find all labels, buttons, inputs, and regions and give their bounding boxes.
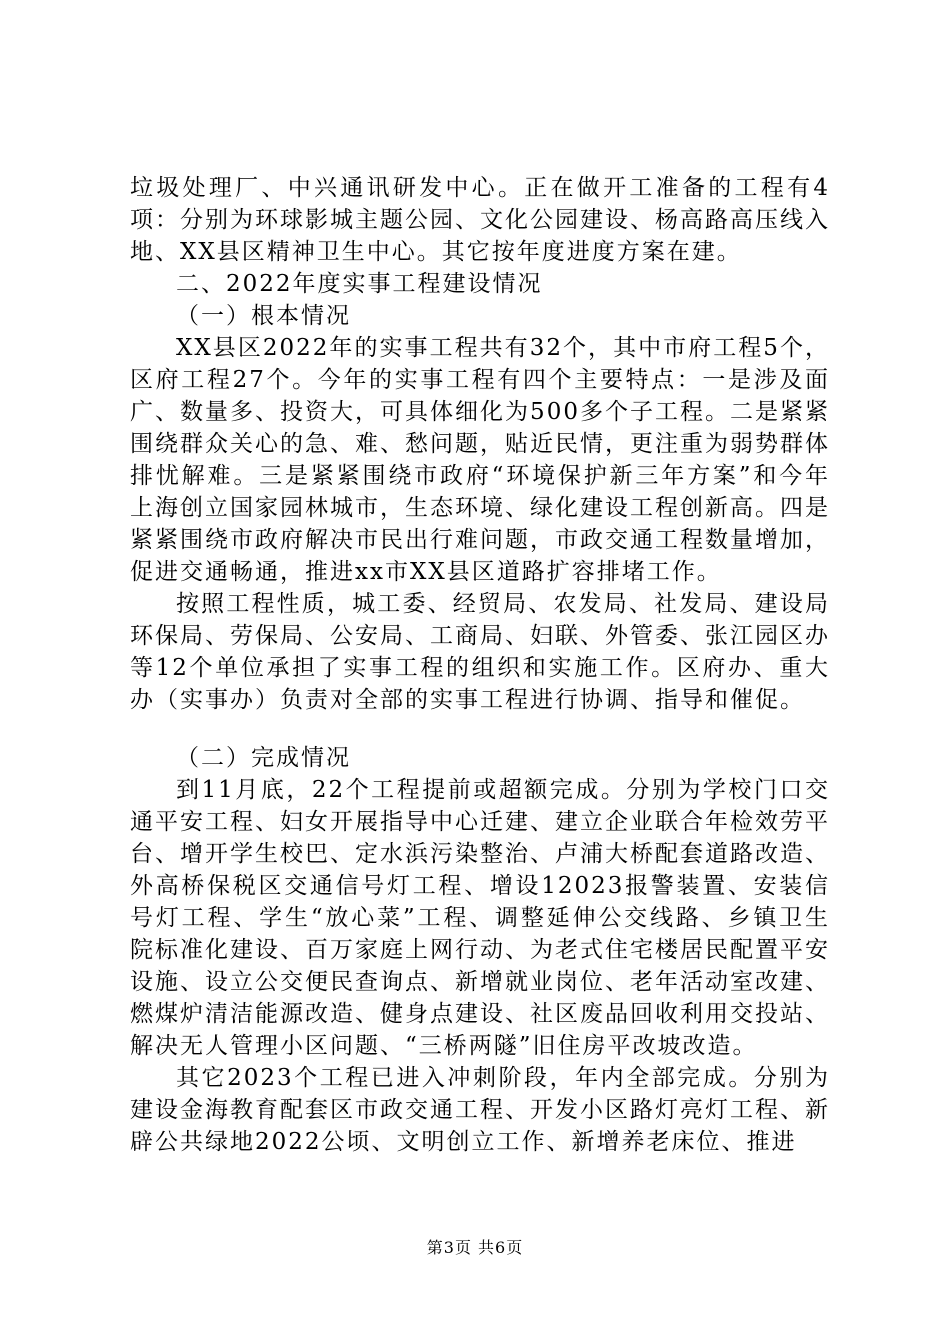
paragraph-units: 按照工程性质，城工委、经贸局、农发局、社发局、建设局环保局、劳保局、公安局、工商局、妇联、外管委、张江园区办等12个单位承担了实事工程的组织和实施工作。区府办、重大办（实事办）负责对全部的实事工程进行协调、指导和催促。 [130,591,830,713]
paragraph-remaining-projects: 其它2023个工程已进入冲刺阶段，年内全部完成。分别为建设金海教育配套区市政交通工程、开发小区路灯亮灯工程、新辟公共绿地2022公顷、文明创立工作、新增养老床位、推进 [130,1065,830,1155]
page-footer: 第3页 共6页 [426,1238,524,1257]
paragraph-continuation: 垃圾处理厂、中兴通讯研发中心。正在做开工准备的工程有4项：分别为环球影城主题公园、文化公园建设、杨高路高压线入地、XX县区精神卫生中心。其它按年度进度方案在建。 [130,175,830,265]
paragraph-overview: XX县区2022年的实事工程共有32个，其中市府工程5个，区府工程27个。今年的实事工程有四个主要特点：一是涉及面广、数量多、投资大，可具体细化为500多个子工程。二是紧紧围绕群众关心的急、难、愁问题，贴近民情，更注重为弱势群体排忧解难。三是紧紧围绕市政府“环境保护新三年方案”和今年上海创立国家园林城市，生态环境、绿化建设工程创新高。四是紧紧围绕市政府解决市民出行难问题，市政交通工程数量增加，促进交通畅通，推进xx市XX县区道路扩容排堵工作。 [130,335,830,585]
subsection-heading-basic: （一）根本情况 [176,303,351,329]
document-body [130,172,830,1158]
subsection-heading-completion: （二）完成情况 [176,745,351,771]
paragraph-completed-projects: 到11月底，22个工程提前或超额完成。分别为学校门口交通平安工程、妇女开展指导中心迁建、建立企业联合年检效劳平台、增开学生校巴、定水浜污染整治、卢浦大桥配套道路改造、外高桥保税区交通信号灯工程、增设12023报警装置、安装信号灯工程、学生“放心菜”工程、调整延伸公交线路、乡镇卫生院标准化建设、百万家庭上网行动、为老式住宅楼居民配置平安设施、设立公交便民查询点、新增就业岗位、老年活动室改建、燃煤炉清洁能源改造、健身点建设、社区废品回收利用交投站、解决无人管理小区问题、“三桥两隧”旧住房平改坡改造。 [130,777,830,1059]
section-heading: 二、2022年度实事工程建设情况 [176,271,543,297]
